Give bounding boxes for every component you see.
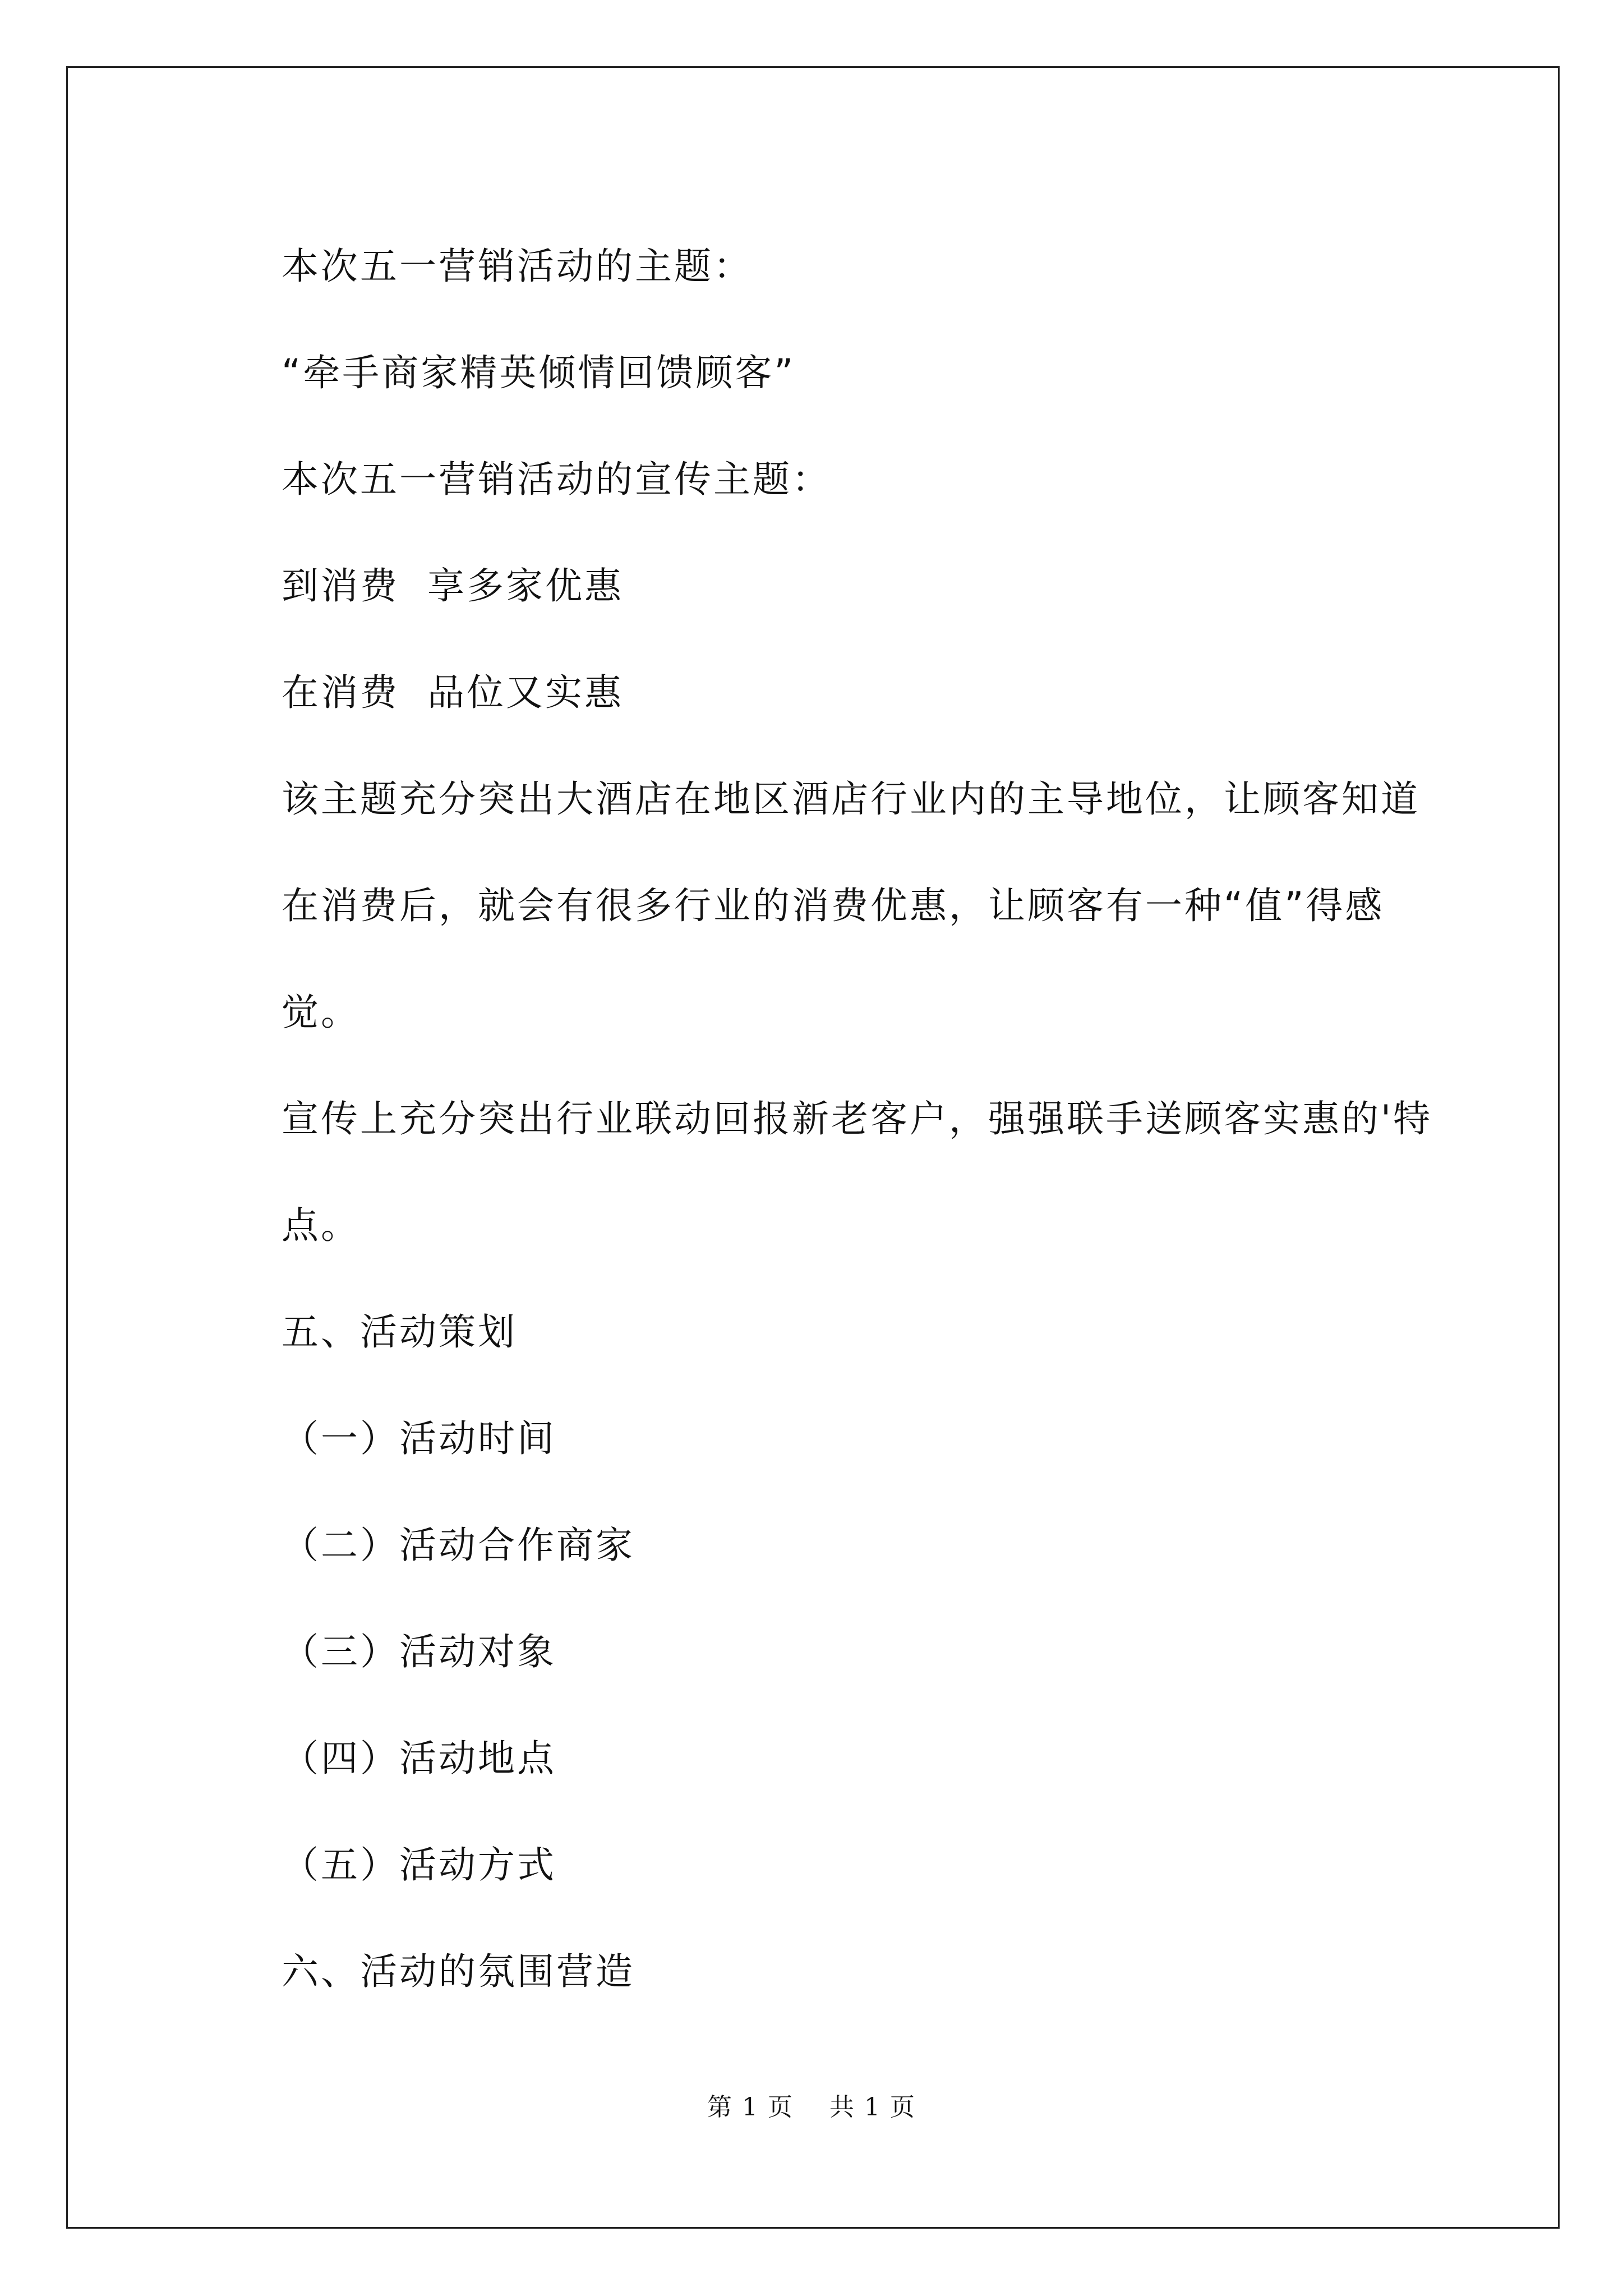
paragraph-promo-line-2: 在消费 品位又实惠 — [282, 671, 624, 714]
paragraph-theme-heading: 本次五一营销活动的主题： — [282, 245, 753, 288]
list-item-activity-method: （五）活动方式 — [282, 1843, 556, 1887]
paragraph-promo-theme-heading: 本次五一营销活动的宣传主题： — [282, 458, 831, 501]
section-heading-activity-planning: 五、活动策划 — [282, 1310, 517, 1354]
paragraph-promo-line-1: 到消费 享多家优惠 — [282, 564, 624, 608]
page-number-footer: 第 1 页 共 1 页 — [707, 2093, 916, 2122]
paragraph-theme-description: 该主题充分突出大酒店在地区酒店行业内的主导地位，让顾客知道在消费后，就会有很多行业的消费优惠，让顾客有一种“值”得感觉。 — [282, 777, 1420, 1034]
document-body — [201, 213, 1435, 2025]
list-item-activity-target: （三）活动对象 — [282, 1630, 556, 1673]
paragraph-promo-description: 宣传上充分突出行业联动回报新老客户，强强联手送顾客实惠的'特点。 — [282, 1097, 1433, 1247]
list-item-activity-time: （一）活动时间 — [282, 1417, 556, 1460]
list-item-activity-location: （四）活动地点 — [282, 1737, 556, 1780]
list-item-activity-partners: （二）活动合作商家 — [282, 1524, 635, 1567]
section-heading-atmosphere: 六、活动的氛围营造 — [282, 1950, 635, 1993]
paragraph-theme-slogan: “牵手商家精英倾情回馈顾客” — [282, 351, 796, 394]
